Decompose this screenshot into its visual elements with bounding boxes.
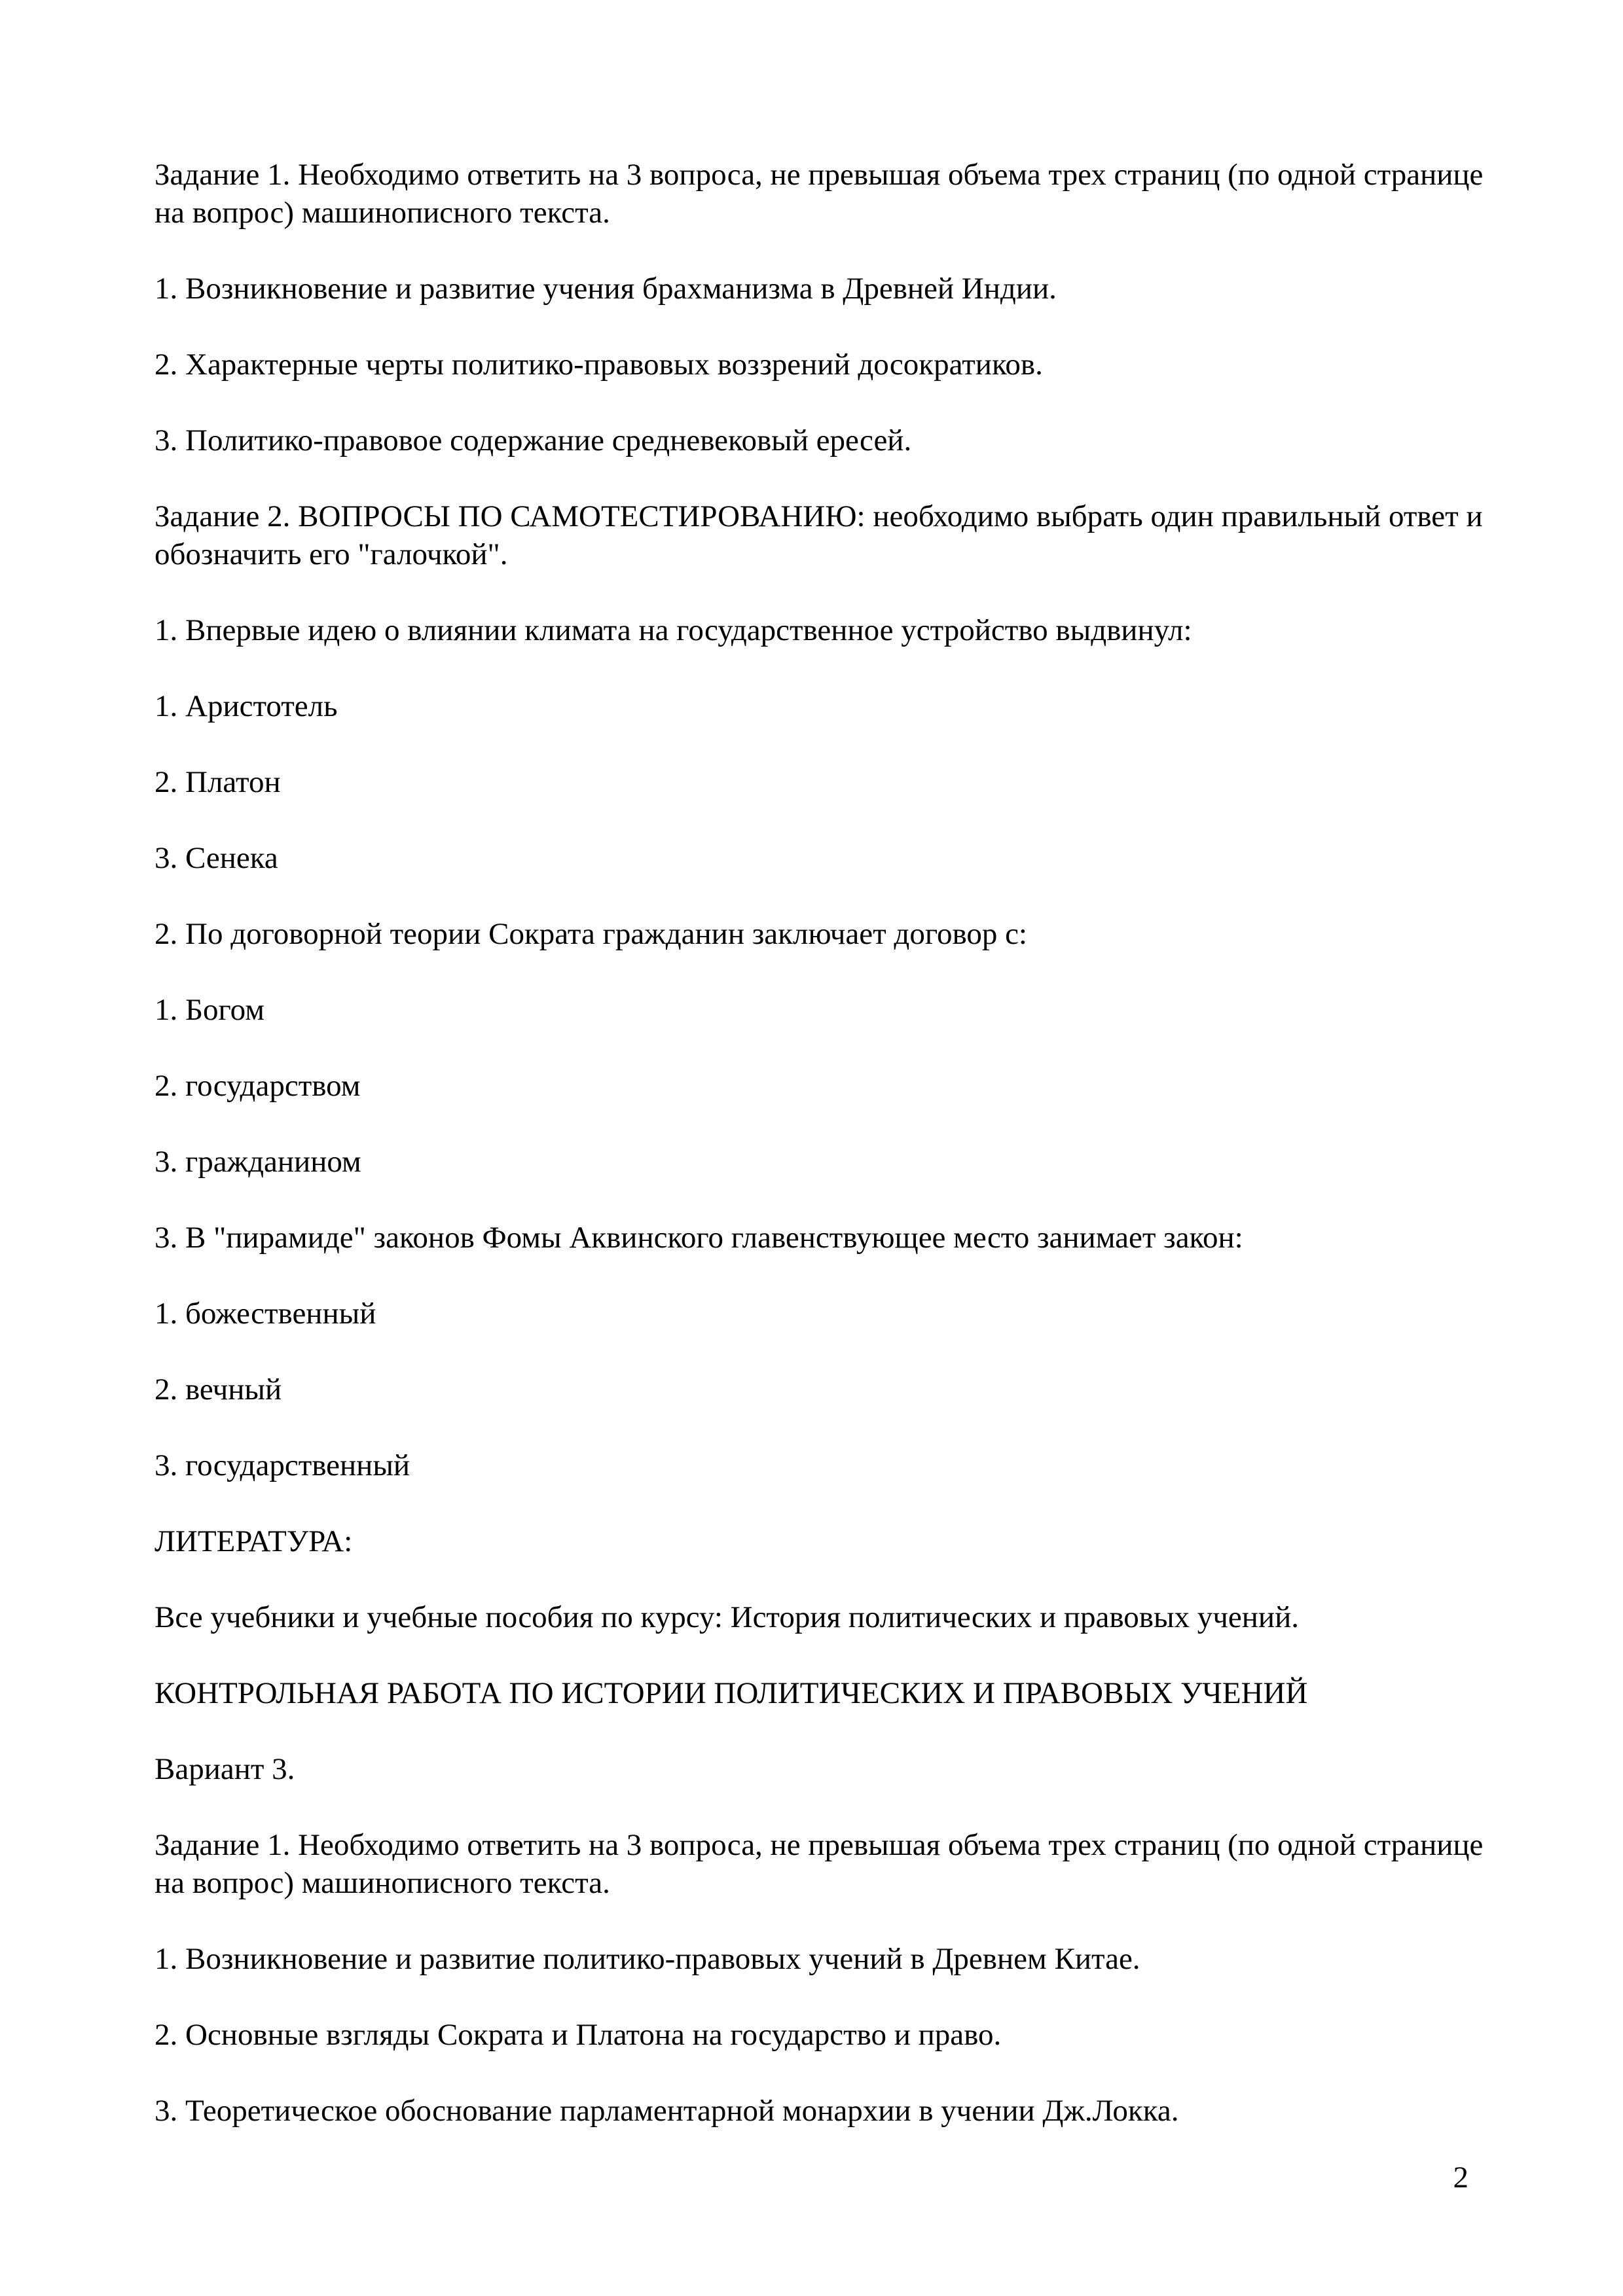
question-3: 3. Политико-правовое содержание средневековый ересей.	[155, 423, 912, 457]
literature-text: Все учебники и учебные пособия по курсу: История политических и правовых учений.	[155, 1600, 1299, 1634]
variant-3-question-3: 3. Теоретическое обоснование парламентарной монархии в учении Дж.Локка.	[155, 2094, 1179, 2128]
test-question-1-option-3: 3. Сенека	[155, 841, 278, 875]
variant-3-task-1-intro: Задание 1. Необходимо ответить на 3 вопроса, не превышая объема трех страниц (по одной странице на вопрос) машинописного текста.	[155, 1828, 1484, 1900]
test-question-2: 2. По договорной теории Сократа гражданин заключает договор с:	[155, 917, 1027, 951]
section-title: КОНТРОЛЬНАЯ РАБОТА ПО ИСТОРИИ ПОЛИТИЧЕСКИХ И ПРАВОВЫХ УЧЕНИЙ	[155, 1676, 1308, 1710]
variant-3-question-1: 1. Возникновение и развитие политико-правовых учений в Древнем Китае.	[155, 1942, 1140, 1976]
test-question-3-option-2: 2. вечный	[155, 1372, 282, 1407]
document-body	[155, 156, 1484, 2168]
test-question-3: 3. В "пирамиде" законов Фомы Аквинского главенствующее место занимает закон:	[155, 1221, 1243, 1255]
test-question-1: 1. Впервые идею о влиянии климата на государственное устройство выдвинул:	[155, 613, 1192, 647]
test-question-2-option-2: 2. государством	[155, 1069, 361, 1103]
page-number: 2	[1453, 2161, 1468, 2195]
question-2: 2. Характерные черты политико-правовых воззрений досократиков.	[155, 348, 1043, 382]
test-question-3-option-1: 1. божественный	[155, 1297, 376, 1331]
task-1-intro: Задание 1. Необходимо ответить на 3 вопроса, не превышая объема трех страниц (по одной странице на вопрос) машинописного текста.	[155, 158, 1484, 230]
literature-heading: ЛИТЕРАТУРА:	[155, 1524, 353, 1558]
test-question-1-option-1: 1. Аристотель	[155, 689, 338, 723]
test-question-2-option-3: 3. гражданином	[155, 1145, 361, 1179]
test-question-2-option-1: 1. Богом	[155, 993, 264, 1027]
question-1: 1. Возникновение и развитие учения брахманизма в Древней Индии.	[155, 272, 1057, 306]
task-2-intro: Задание 2. ВОПРОСЫ ПО САМОТЕСТИРОВАНИЮ: необходимо выбрать один правильный ответ и обозначить его "галочкой".	[155, 499, 1483, 571]
variant-label: Вариант 3.	[155, 1752, 295, 1786]
test-question-3-option-3: 3. государственный	[155, 1448, 410, 1482]
variant-3-question-2: 2. Основные взгляды Сократа и Платона на государство и право.	[155, 2018, 1002, 2052]
test-question-1-option-2: 2. Платон	[155, 765, 281, 799]
